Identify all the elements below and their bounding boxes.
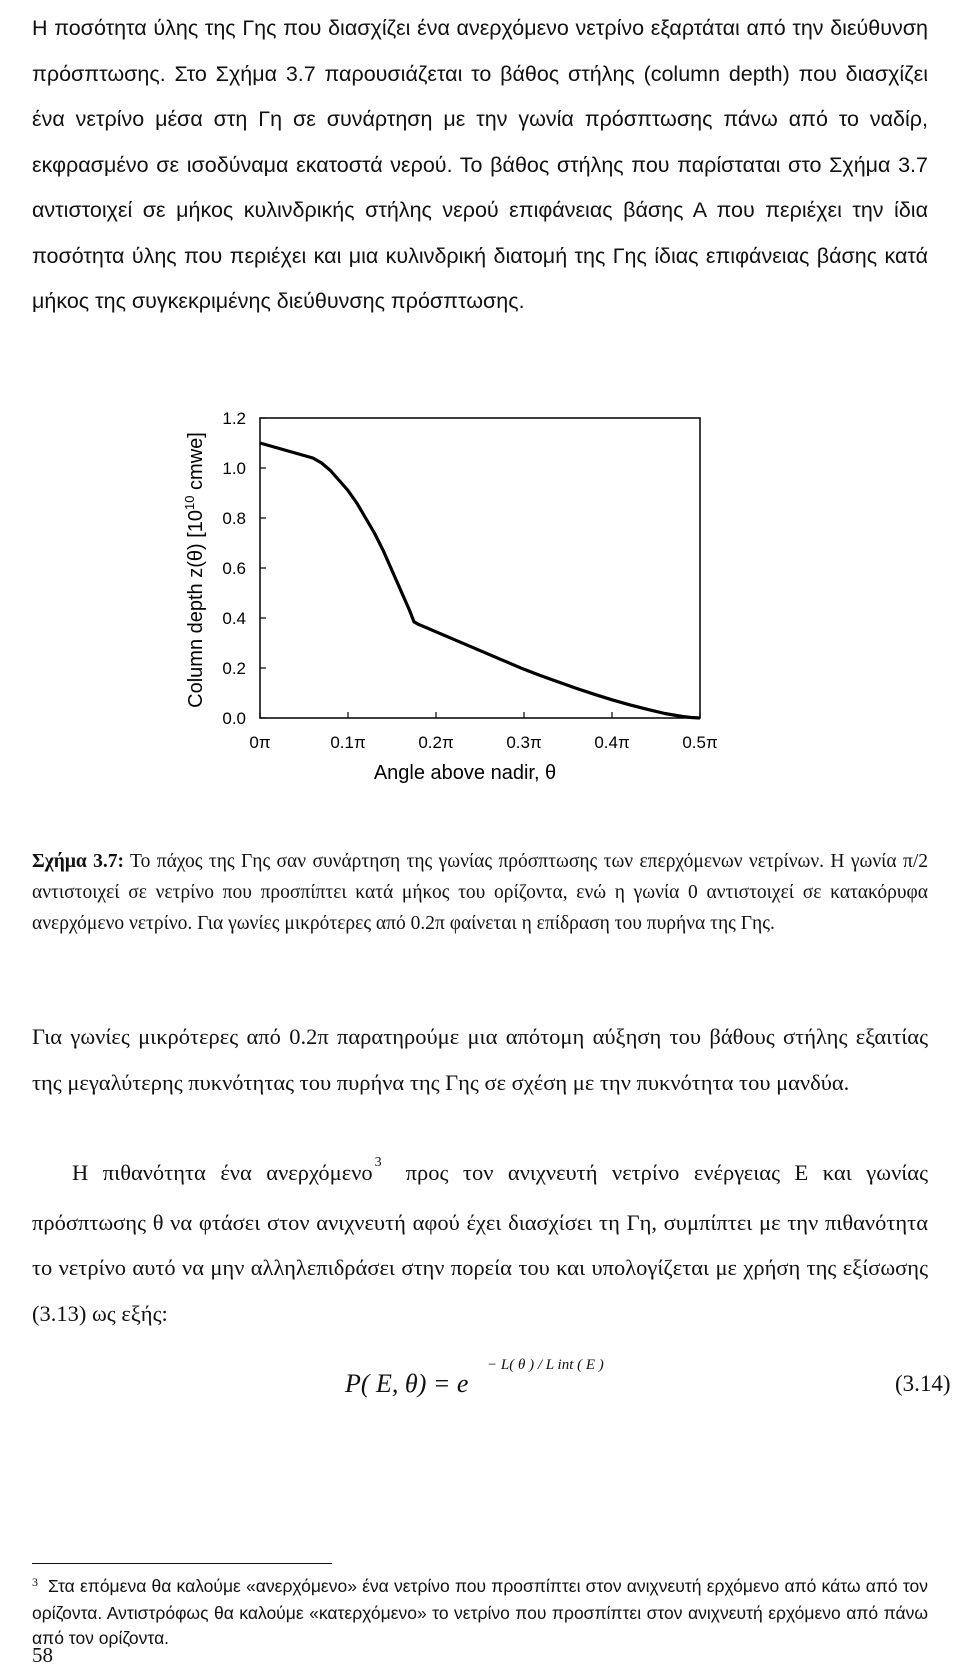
- y-tick-label: 1.0: [222, 459, 246, 478]
- x-tick-label: 0.4π: [594, 733, 630, 752]
- probability-text-start: Η πιθανότητα ένα ανερχόμενο: [72, 1160, 373, 1185]
- series-line-column-depth: [260, 443, 700, 718]
- intro-paragraph: Η ποσότητα ύλης της Γης που διασχίζει ένα ανερχόμενο νετρίνο εξαρτάται από την διεύθυνση πρόσπτωσης. Στο Σχήμα 3.7 παρουσιάζεται το βάθος στήλης (column depth) που διασχίζει ένα νετρίνο μέσα στη Γη σε συνάρτηση με την γωνία πρόσπτωσης πάνω από το ναδίρ, εκφρασμένο σε ισοδύναμα εκατοστά νερού. Το βάθος στήλης που παρίσταται στο Σχήμα 3.7 αντιστοιχεί σε μήκος κυλινδρικής στήλης νερού επιφάνειας βάσης Α που περιέχει την ίδια ποσότητα ύλης που περιέχει και μια κυλινδρική διατομή της Γης ίδιας επιφάνειας βάσης κατά μήκος της συγκεκριμένης διεύθυνσης πρόσπτωσης.: [32, 16, 928, 313]
- probability-text-rest: προς τον ανιχνευτή νετρίνο ενέργειας Ε και γωνίας πρόσπτωσης θ να φτάσει στον ανιχνευτή αφού έχει διασχίσει τη Γη, συμπίπτει με την πιθανότητα το νετρίνο αυτό να μην αλληλεπιδράσει στην πορεία του και υπολογίζεται με χρήση της εξίσωσης (3.13) ως εξής:: [32, 1160, 928, 1326]
- footnote: [32, 1574, 928, 1651]
- footnote-reference[interactable]: 3: [374, 1155, 382, 1170]
- x-tick-label: 0.2π: [418, 733, 454, 752]
- x-axis-label: Angle above nadir, θ: [373, 762, 557, 784]
- x-tick-label: 0.5π: [682, 733, 718, 752]
- footnote-divider: [32, 1563, 332, 1564]
- x-tick-label: 0.3π: [506, 733, 542, 752]
- column-depth-chart: [180, 412, 740, 802]
- equation-number: (3.14): [895, 1371, 951, 1396]
- figure-caption: [32, 846, 928, 939]
- equation-3-14: [345, 1357, 951, 1417]
- caption-text: Το πάχος της Γης σαν συνάρτηση της γωνίας πρόσπτωσης των επερχόμενων νετρίνων. Η γωνία π/2 αντιστοιχεί σε νετρίνο που προσπίπτει κατά μήκος του ορίζοντα, ενώ η γωνία 0 αντιστοιχεί σε κατακόρυφα ανερχόμενο νετρίνο. Για γωνίες μικρότερες από 0.2π φαίνεται η επίδραση του πυρήνα της Γης.: [32, 851, 928, 934]
- y-tick-label: 0.2: [222, 659, 246, 678]
- footnote-number: 3: [32, 1575, 38, 1589]
- footnote-text: Στα επόμενα θα καλούμε «ανερχόμενο» ένα νετρίνο που προσπίπτει στον ανιχνευτή ερχόμενο από κάτω από τον ορίζοντα. Αντιστρόφως θα καλούμε «κατερχόμενο» το νετρίνο που προσπίπτει στον ανιχνευτή ερχόμενο από πάνω από τον ορίζοντα.: [32, 1576, 928, 1648]
- y-tick-label: 0.0: [222, 709, 246, 728]
- y-tick-label: 0.4: [222, 609, 246, 628]
- page-number: 58: [32, 1643, 53, 1667]
- caption-label: Σχήμα 3.7:: [32, 851, 125, 872]
- y-axis-label: Column depth z(θ) [$10^{10}$ cmwe]: [182, 432, 207, 708]
- x-tick-label: 0.1π: [330, 733, 366, 752]
- core-paragraph: Για γωνίες μικρότερες από 0.2π παρατηρούμε μια απότομη αύξηση του βάθους στήλης εξαιτίας της μεγαλύτερης πυκνότητας του πυρήνα της Γης σε σχέση με την πυκνότητα του μανδύα.: [32, 1024, 928, 1095]
- y-tick-label: 0.8: [222, 509, 246, 528]
- plot-frame: [260, 418, 700, 718]
- equation-exponent: − L( θ ) / L int ( E ): [487, 1357, 604, 1373]
- probability-paragraph: [32, 1150, 928, 1336]
- equation-lhs: P( E, θ) = e: [345, 1369, 469, 1398]
- y-tick-label: 0.6: [222, 559, 246, 578]
- x-tick-label: 0π: [249, 733, 271, 752]
- y-tick-label: 1.2: [222, 412, 246, 428]
